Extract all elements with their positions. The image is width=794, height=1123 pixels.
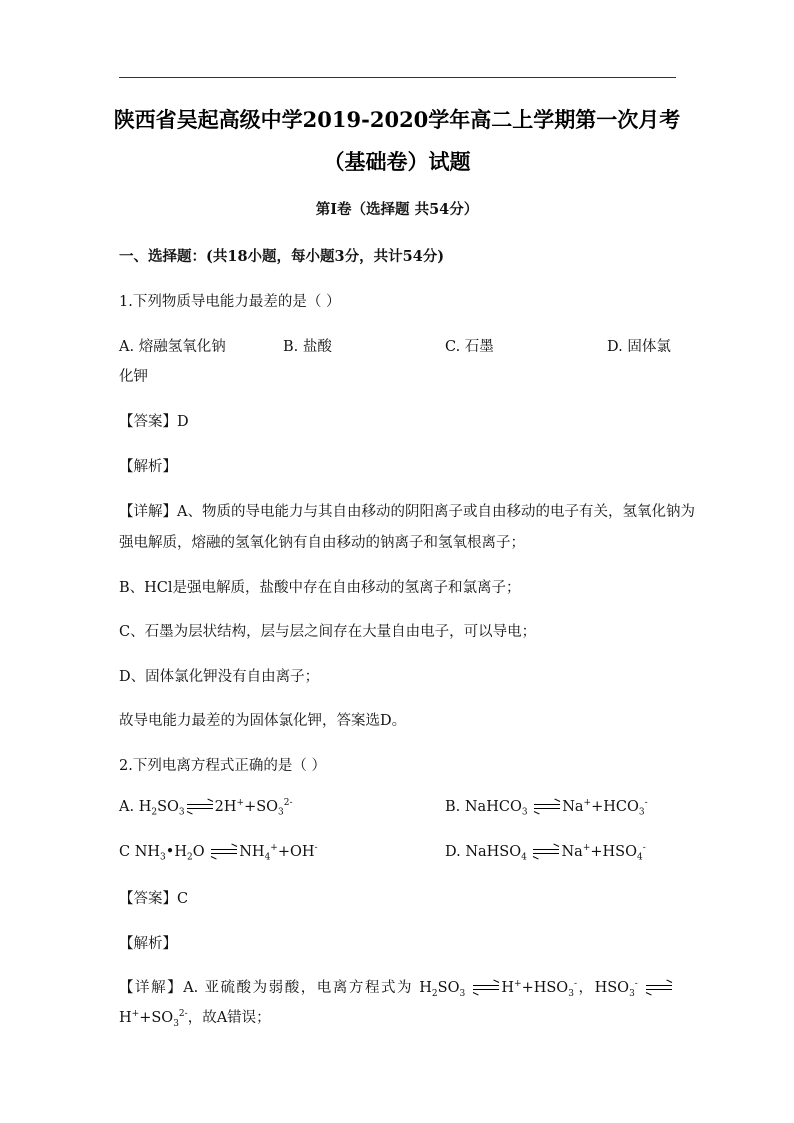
- q1-analysis-label: 【解析】: [119, 459, 177, 475]
- section-heading: 一、选择题：(共18小题，每小题3分，共计54分): [119, 248, 445, 265]
- q2-analysis-label: 【解析】: [119, 936, 177, 952]
- document-title: 陕西省吴起高级中学2019-2020学年高二上学期第一次月考: [113, 107, 681, 132]
- q1-option-d: D. 固体氯: [607, 339, 671, 355]
- q2-detail-line1: 【详解】A. 亚硫酸为弱酸，电离方程式为 $H_2SO_3$ $H^++HSO_3^-$，$HSO_3^-$: [119, 976, 674, 999]
- q1-stem: 1.下列物质导电能力最差的是（ ）: [119, 294, 341, 310]
- q1-option-d-wrap: 化钾: [119, 369, 148, 385]
- q2-detail-suffix: ，故A错误；: [187, 1010, 271, 1026]
- q1-option-b: B. 盐酸: [283, 339, 332, 355]
- q1-detail-line1: 【详解】A、物质的导电能力与其自由移动的阴阳离子或自由移动的电子有关，氢氧化钠为: [119, 504, 695, 520]
- q2-option-b: B. NaHCO$_3$ $Na^++HCO_3^-$: [445, 798, 648, 818]
- q1-option-c: C. 石墨: [445, 339, 494, 355]
- q2-option-d: D. NaHSO$_4$ $Na^++HSO_4^-$: [445, 843, 646, 863]
- q2-answer: 【答案】C: [119, 891, 189, 907]
- q2-option-a: A. $H_2SO_3$ $2H^++SO_3^{2-}$: [119, 798, 293, 818]
- q1-detail-line2: 强电解质，熔融的氢氧化钠有自由移动的钠离子和氢氧根离子；: [119, 535, 525, 551]
- q2-stem: 2.下列电离方程式正确的是（ ）: [119, 758, 326, 774]
- volume-heading: 第Ⅰ卷（选择题 共54分）: [315, 201, 479, 218]
- q2-detail-prefix: 【详解】A. 亚硫酸为弱酸，电离方程式为: [119, 980, 414, 996]
- q1-conclusion: 故导电能力最差的为固体氯化钾，答案选D。: [119, 713, 407, 729]
- document-subtitle: （基础卷）试题: [323, 149, 471, 174]
- q2-detail-line2: $H^++SO_3^{2-}$，故A错误；: [119, 1009, 271, 1029]
- q1-detail-b: B、HCl是强电解质，盐酸中存在自由移动的氢离子和氯离子；: [119, 580, 521, 596]
- q1-answer: 【答案】D: [119, 414, 189, 430]
- q2-option-c: C $NH_3•H_2O$ $NH_4^++OH^-$: [119, 843, 318, 863]
- header-rule: [119, 77, 676, 78]
- q1-detail-d: D、固体氯化钾没有自由离子；: [119, 669, 320, 685]
- q1-option-a: A. 熔融氢氧化钠: [119, 339, 226, 355]
- q1-detail-c: C、石墨为层状结构，层与层之间存在大量自由电子，可以导电；: [119, 624, 537, 640]
